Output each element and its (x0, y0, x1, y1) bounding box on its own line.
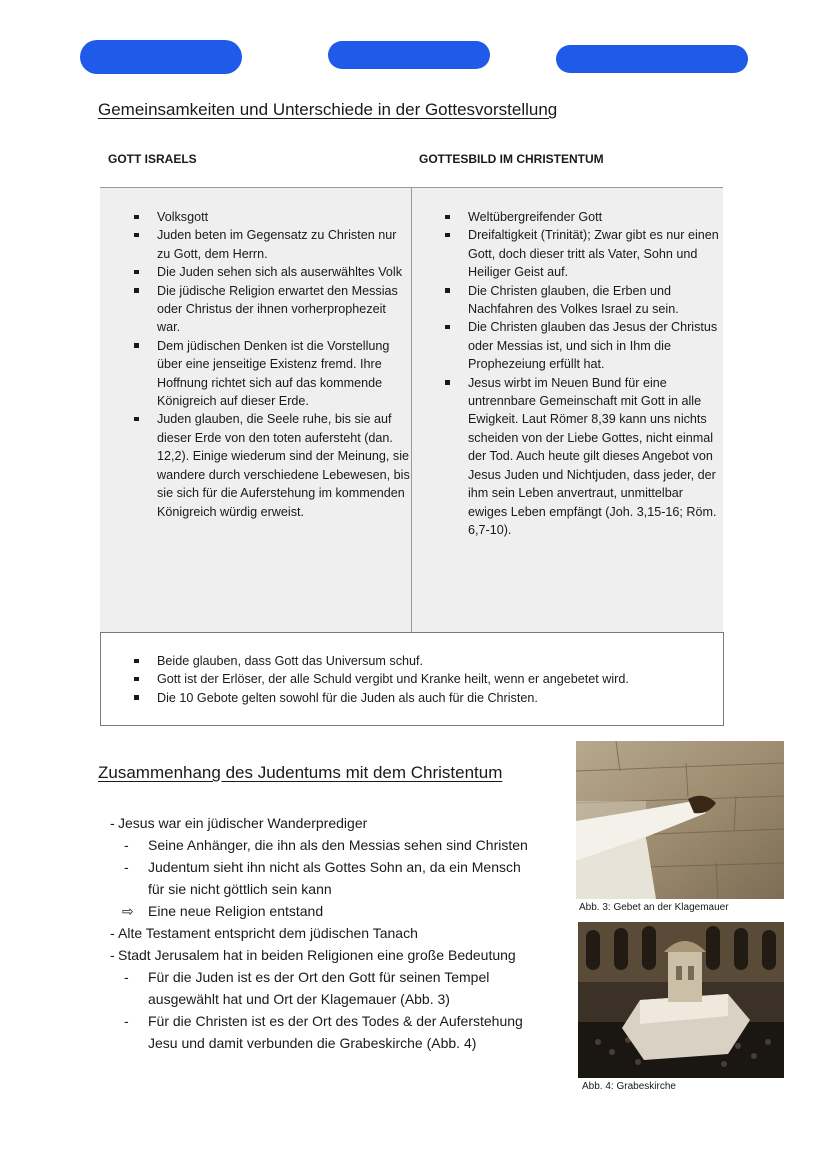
dash-marker: - (110, 925, 115, 941)
dash-marker: - (110, 947, 115, 963)
arrow-right-icon: ⇨ (122, 903, 134, 919)
list-item: Die Christen glauben, die Erben und Nachfahren des Volkes Israel zu sein. (443, 282, 721, 319)
note-line: Jesu und damit verbunden die Grabeskirche (Abb. 4) (148, 1035, 477, 1051)
note-line: Stadt Jerusalem hat in beiden Religionen eine große Bedeutung (118, 947, 516, 963)
list-item: Die 10 Gebote gelten sowohl für die Juden als auch für die Christen. (132, 689, 712, 707)
note-line: Judentum sieht ihn nicht als Gottes Sohn an, da ein Mensch (148, 859, 521, 875)
col-left-header: GOTT ISRAELS (108, 152, 197, 166)
note-line: Für die Christen ist es der Ort des Todes & der Auferstehung (148, 1013, 523, 1029)
list-item: Jesus wirbt im Neuen Bund für eine untrennbare Gemeinschaft mit Gott in alle Ewigkeit. Laut Römer 8,39 kann uns nichts scheiden von der Liebe Gottes, nicht einmal der Tod. Auch heute gilt dieses Angebot von Jesus Juden und Nichtjuden, dass jeder, der ihm sein Leben anvertraut, unmittelbar ewiges Leben empfängt (Joh. 3,15-16; Röm. 6,7-10). (443, 374, 721, 540)
list-item: Die Christen glauben das Jesus der Christus oder Messias ist, und sich in Ihm die Prophezeiung erfüllt hat. (443, 318, 721, 373)
list-item: Juden beten im Gegensatz zu Christen nur zu Gott, dem Herrn. (132, 226, 410, 263)
western-wall-image (576, 741, 784, 899)
figure-3-caption: Abb. 3: Gebet an der Klagemauer (579, 902, 729, 913)
list-item: Dreifaltigkeit (Trinität); Zwar gibt es nur einen Gott, doch dieser tritt als Vater, Sohn und Heiliger Geist auf. (443, 226, 721, 281)
section2-title: Zusammenhang des Judentums mit dem Christentum (98, 763, 503, 782)
redacted-field-3 (556, 45, 748, 73)
note-line: Eine neue Religion entstand (148, 903, 324, 919)
section1-title: Gemeinsamkeiten und Unterschiede in der Gottesvorstellung (98, 100, 558, 119)
figure-western-wall-photo (576, 741, 784, 899)
list-item: Weltübergreifender Gott (443, 208, 721, 226)
dash-marker: - (110, 815, 115, 831)
figure-church-photo (578, 922, 784, 1078)
list-item: Die Juden sehen sich als auserwähltes Volk (132, 263, 410, 281)
dash-marker: - (124, 859, 129, 875)
note-line: Jesus war ein jüdischer Wanderprediger (118, 815, 368, 831)
note-line: für sie nicht göttlich sein kann (148, 881, 332, 897)
list-item: Dem jüdischen Denken ist die Vorstellung über eine jenseitige Existenz fremd. Ihre Hoffnung richtet sich auf das kommende Königreich auf dieser Erde. (132, 337, 410, 411)
note-line: ausgewählt hat und Ort der Klagemauer (Abb. 3) (148, 991, 450, 1007)
note-line: Für die Juden ist es der Ort den Gott für seinen Tempel (148, 969, 490, 985)
list-item: Die jüdische Religion erwartet den Messias oder Christus der ihnen vorherprophezeit war. (132, 282, 410, 337)
list-item: Gott ist der Erlöser, der alle Schuld vergibt und Kranke heilt, wenn er angebetet wird. (132, 670, 712, 688)
figure-4-caption: Abb. 4: Grabeskirche (582, 1081, 676, 1092)
list-item: Juden glauben, die Seele ruhe, bis sie auf dieser Erde von den toten aufersteht (dan. 12,2). Einige wiederum sind der Meinung, sie wandere durch verschiedene Lebewesen, bis sie sich für die Auferstehung im kommenden Königreich würdig erweist. (132, 410, 410, 520)
dash-marker: - (124, 837, 129, 853)
note-line: Seine Anhänger, die ihn als den Messias sehen sind Christen (148, 837, 528, 853)
note-line: Alte Testament entspricht dem jüdischen Tanach (118, 925, 418, 941)
list-item: Beide glauben, dass Gott das Universum schuf. (132, 652, 712, 670)
list-item: Volksgott (132, 208, 410, 226)
holy-sepulchre-image (578, 922, 784, 1078)
dash-marker: - (124, 1013, 129, 1029)
col-right-header: GOTTESBILD IM CHRISTENTUM (419, 152, 604, 166)
dash-marker: - (124, 969, 129, 985)
